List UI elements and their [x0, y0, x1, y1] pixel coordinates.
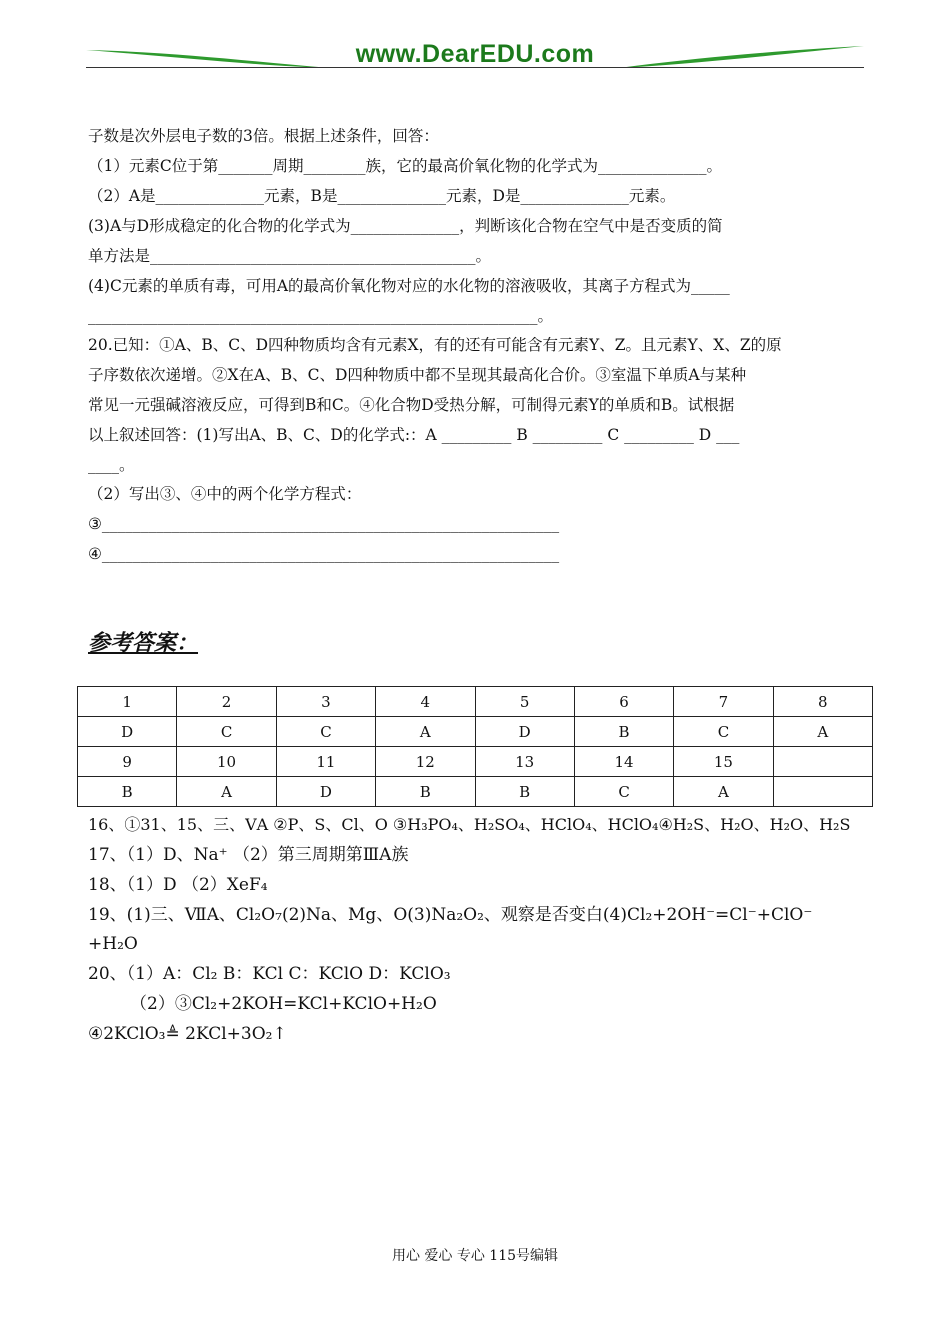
question-line: (4)C元素的单质有毒，可用A的最高价氧化物对应的水化物的溶液吸收，其离子方程式为_____ — [88, 277, 730, 295]
site-logo[interactable]: www.DearEDU.com — [355, 40, 595, 68]
question-line: __________________________________________________________。 — [88, 307, 554, 325]
header-rule — [86, 67, 864, 68]
page-header — [86, 36, 864, 76]
table-cell: 3 — [276, 687, 375, 717]
table-cell: B — [78, 777, 177, 807]
table-cell: B — [376, 777, 475, 807]
table-cell: 4 — [376, 687, 475, 717]
question-line: ③___________________________________________________________ — [88, 515, 560, 533]
table-cell: B — [475, 777, 574, 807]
table-cell: D — [78, 717, 177, 747]
question-line: （1）元素C位于第_______周期________族，它的最高价氧化物的化学式为______________。 — [88, 157, 722, 175]
question-line: 子序数依次递增。②X在A、B、C、D四种物质中都不呈现其最高化合价。③室温下单质A与某种 — [88, 366, 747, 384]
table-cell: A — [773, 717, 872, 747]
answer-20: 20、（1）A：Cl₂ B：KCl C：KClO D：KClO₃ — [88, 964, 451, 984]
table-cell: 9 — [78, 747, 177, 777]
table-cell: A — [177, 777, 276, 807]
question-line: 以上叙述回答：(1)写出A、B、C、D的化学式:：A _________ B _________ C _________ D ___ — [88, 426, 740, 444]
table-cell: 7 — [674, 687, 773, 717]
table-row — [78, 717, 873, 747]
question-line: 常见一元强碱溶液反应，可得到B和C。④化合物D受热分解，可制得元素Y的单质和B。试根据 — [88, 396, 735, 414]
question-line: （2）写出③、④中的两个化学方程式： — [88, 485, 362, 503]
table-cell: D — [276, 777, 375, 807]
table-cell: 10 — [177, 747, 276, 777]
question-line: 20.已知：①A、B、C、D四种物质均含有元素X，有的还有可能含有元素Y、Z。且元素Y、X、Z的原 — [88, 336, 782, 354]
table-cell — [773, 777, 872, 807]
table-row — [78, 777, 873, 807]
table-cell: C — [276, 717, 375, 747]
answer-20-eq4: ④2KClO₃≜ 2KCl+3O₂↑ — [88, 1024, 287, 1044]
table-row — [78, 687, 873, 717]
answer-table — [77, 686, 873, 807]
table-cell: 8 — [773, 687, 872, 717]
answer-20-part2: （2）③Cl₂+2KOH=KCl+KClO+H₂O — [130, 994, 437, 1014]
table-cell: 12 — [376, 747, 475, 777]
question-line: ____。 — [88, 456, 135, 474]
table-cell: 2 — [177, 687, 276, 717]
answer-16: 16、①31、15、三、ⅤA ②P、S、Cl、O ③H₃PO₄、H₂SO₄、HClO₄、HClO₄④H₂S、H₂O、H₂O、H₂S — [88, 815, 851, 834]
page-footer: 用心 爱心 专心 115号编辑 — [391, 1248, 559, 1264]
table-cell: B — [574, 717, 673, 747]
answer-17: 17、（1）D、Na⁺ （2）第三周期第ⅢA族 — [88, 845, 409, 865]
table-row — [78, 747, 873, 777]
question-line: 单方法是__________________________________________。 — [88, 247, 492, 265]
table-cell: 6 — [574, 687, 673, 717]
table-cell: D — [475, 717, 574, 747]
table-cell: 1 — [78, 687, 177, 717]
question-line: 子数是次外层电子数的3倍。根据上述条件，回答： — [88, 127, 439, 145]
table-cell: 5 — [475, 687, 574, 717]
answer-19: 19、(1)三、ⅦA、Cl₂O₇(2)Na、Mg、O(3)Na₂O₂、观察是否变白(4)Cl₂+2OH⁻=Cl⁻+ClO⁻ — [88, 905, 813, 925]
answer-18: 18、（1）D （2）XeF₄ — [88, 875, 268, 895]
question-line: (3)A与D形成稳定的化合物的化学式为______________，判断该化合物在空气中是否变质的简 — [88, 217, 723, 235]
table-cell: 14 — [574, 747, 673, 777]
table-cell — [773, 747, 872, 777]
table-cell: 11 — [276, 747, 375, 777]
table-cell: C — [177, 717, 276, 747]
table-cell: A — [674, 777, 773, 807]
table-cell: C — [574, 777, 673, 807]
table-cell: 15 — [674, 747, 773, 777]
answer-19-cont: +H₂O — [88, 934, 138, 954]
question-line: ④___________________________________________________________ — [88, 545, 560, 563]
table-cell: A — [376, 717, 475, 747]
question-line: （2）A是______________元素，B是______________元素，D是______________元素。 — [88, 187, 676, 205]
table-cell: C — [674, 717, 773, 747]
table-cell: 13 — [475, 747, 574, 777]
answers-title: 参考答案： — [88, 631, 199, 656]
